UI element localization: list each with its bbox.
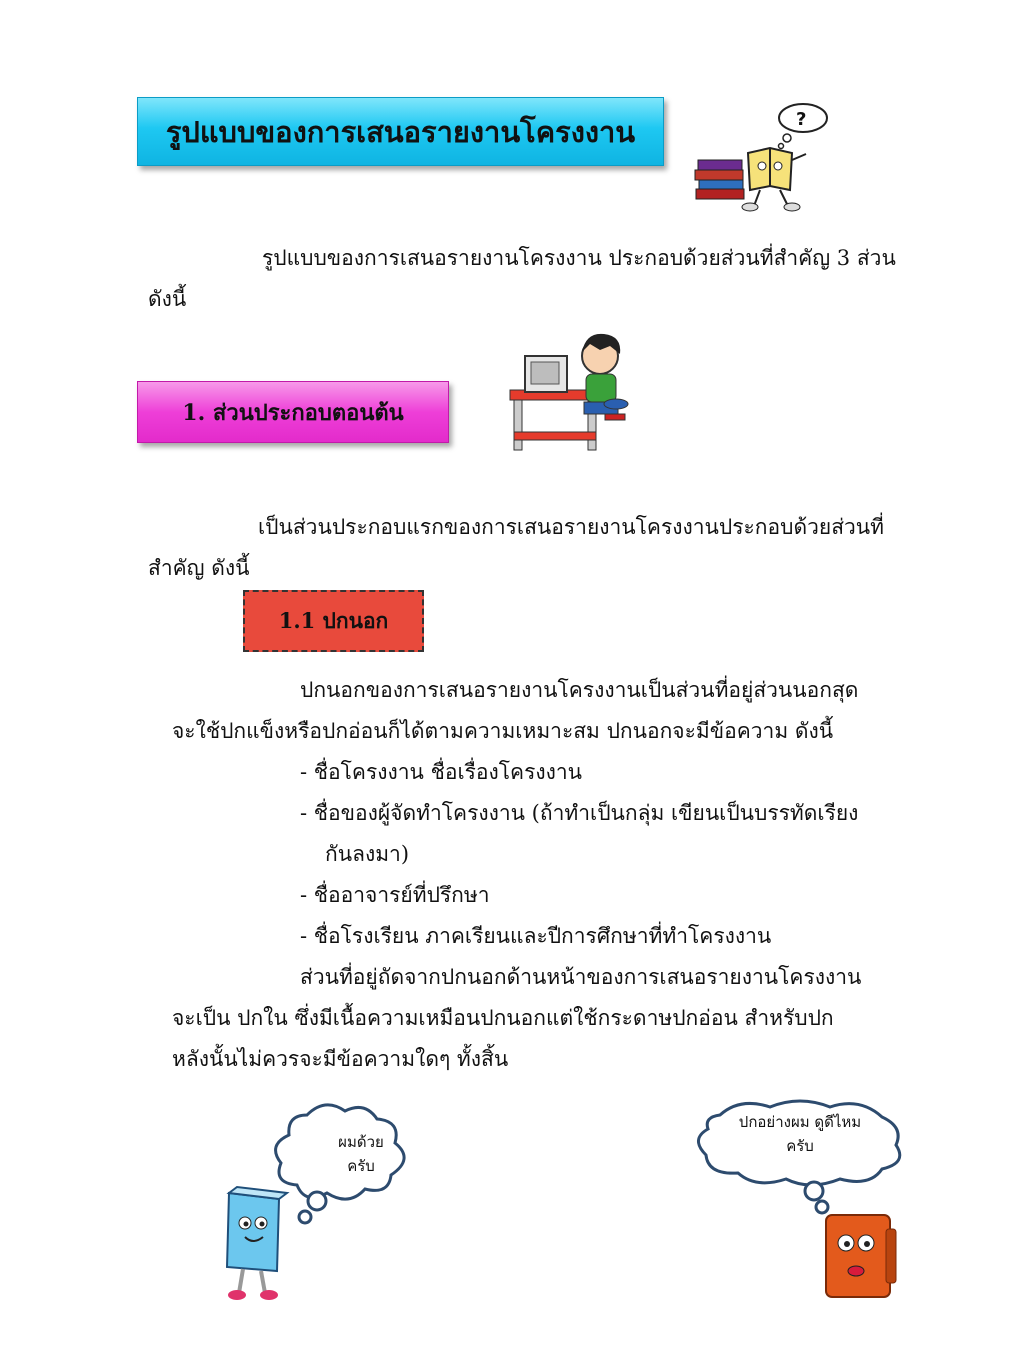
right-bubble-line-2: ครับ xyxy=(786,1137,814,1155)
blue-book-icon xyxy=(227,1187,287,1300)
left-bubble-text xyxy=(316,1130,406,1178)
list-item: - ชื่ออาจารย์ที่ปรึกษา xyxy=(300,883,490,907)
section-1-para-line-1: เป็นส่วนประกอบแรกของการเสนอรายงานโครงงานประกอบด้วยส่วนที่ xyxy=(258,515,885,539)
page-title-banner xyxy=(137,97,664,166)
book-stack-icon xyxy=(695,160,744,199)
left-bubble-line-2: ครับ xyxy=(347,1157,375,1175)
inner-cover-para-line-2: จะเป็น ปกใน ซึ่งมีเนื้อความเหมือนปกนอกแต่ใช้กระดาษปกอ่อน สำหรับปก xyxy=(172,1006,834,1030)
inner-cover-para-line-3: หลังนั้นไม่ควรจะมีข้อความใดๆ ทั้งสิ้น xyxy=(172,1047,509,1071)
orange-book-icon xyxy=(826,1215,896,1297)
section-1-para-line-2: สำคัญ ดังนี้ xyxy=(148,556,250,580)
blue-book-character-illustration xyxy=(215,1095,430,1305)
book-person-icon xyxy=(742,148,806,211)
page-title: รูปแบบของการเสนอรายงานโครงงาน xyxy=(165,114,636,149)
section-1-heading-banner xyxy=(137,381,449,443)
inner-cover-para-line-1: ส่วนที่อยู่ถัดจากปกนอกด้านหน้าของการเสนอรายงานโครงงาน xyxy=(300,965,862,989)
list-item: - ชื่อโครงงาน ชื่อเรื่องโครงงาน xyxy=(300,760,583,784)
right-bubble-text xyxy=(720,1110,880,1158)
subsection-1-1-heading-box xyxy=(243,590,424,652)
boy-at-computer-illustration xyxy=(500,328,635,468)
cover-para-line-2: จะใช้ปกแข็งหรือปกอ่อนก็ได้ตามความเหมาะสม ปกนอกจะมีข้อความ ดังนี้ xyxy=(172,719,834,743)
intro-line-1: รูปแบบของการเสนอรายงานโครงงาน ประกอบด้วยส่วนที่สำคัญ 3 ส่วน xyxy=(262,246,896,270)
boy-character-icon xyxy=(582,334,628,420)
right-bubble-line-1: ปกอย่างผม ดูดีไหม xyxy=(738,1113,862,1131)
book-character-thinking-illustration xyxy=(690,98,830,213)
cover-para-line-1: ปกนอกของการเสนอรายงานโครงงานเป็นส่วนที่อยู่ส่วนนอกสุด xyxy=(300,678,859,702)
list-item-continuation: กันลงมา) xyxy=(325,842,410,866)
section-1-heading: 1. ส่วนประกอบตอนต้น xyxy=(182,399,404,426)
thought-cloud-icon xyxy=(779,104,828,149)
subsection-1-1-heading: 1.1 ปกนอก xyxy=(278,607,389,633)
left-bubble-line-1: ผมด้วย xyxy=(338,1133,384,1151)
list-item: - ชื่อโรงเรียน ภาคเรียนและปีการศึกษาที่ทำโครงงาน xyxy=(300,924,772,948)
intro-line-2: ดังนี้ xyxy=(148,287,187,311)
list-item: - ชื่อของผู้จัดทำโครงงาน (ถ้าทำเป็นกลุ่ม เขียนเป็นบรรทัดเรียง xyxy=(300,801,859,825)
svg-text:?: ? xyxy=(796,109,807,130)
